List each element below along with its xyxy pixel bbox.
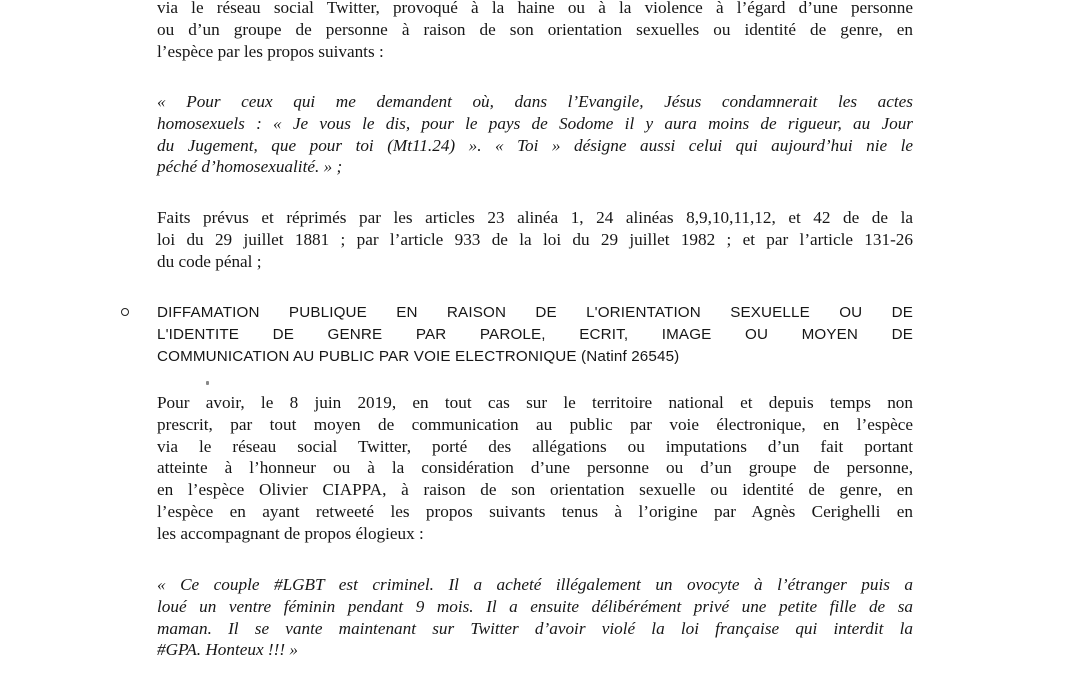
bullet-icon xyxy=(121,308,129,316)
text-line: Faits prévus et réprimés par les articles 23 alinéa 1, 24 alinéas 8,9,10,11,12, et 42 de de la xyxy=(157,208,913,227)
text-line: loi du 29 juillet 1881 ; par l’article 933 de la loi du 29 juillet 1982 ; et par l’article 131-26 xyxy=(157,229,913,249)
heading-line: L'IDENTITE DE GENRE PAR PAROLE, ECRIT, IMAGE OU MOYEN DE xyxy=(157,325,913,343)
charge-description-paragraph xyxy=(157,392,913,545)
text-line: l’espèce en ayant retweeté les propos suivants tenus à l’origine par Agnès Cerighelli en xyxy=(157,501,913,521)
text-line: Pour avoir, le 8 juin 2019, en tout cas sur le territoire national et depuis temps non xyxy=(157,393,913,412)
legal-references-paragraph xyxy=(157,207,913,272)
scan-speck xyxy=(206,381,209,385)
quote-line: maman. Il se vante maintenant sur Twitter d’avoir violé la loi française qui interdit la xyxy=(157,618,913,638)
text-line: du code pénal ; xyxy=(157,251,262,271)
quoted-statement-2 xyxy=(157,574,913,661)
quote-line: péché d’homosexualité. » ; xyxy=(157,157,343,177)
text-line: les accompagnant de propos élogieux : xyxy=(157,523,424,543)
quoted-statement-1 xyxy=(157,91,913,178)
quote-line: #GPA. Honteux !!! » xyxy=(157,640,298,660)
quote-line: « Ce couple #LGBT est criminel. Il a acheté illégalement un ovocyte à l’étranger puis a xyxy=(157,575,913,594)
text-line: ou d’un groupe de personne à raison de son orientation sexuelles ou identité de genre, en xyxy=(157,19,913,39)
paragraph-continuation xyxy=(157,0,913,62)
heading-line: DIFFAMATION PUBLIQUE EN RAISON DE L'ORIENTATION SEXUELLE OU DE xyxy=(157,304,913,321)
offense-heading xyxy=(157,302,913,367)
heading-line: COMMUNICATION AU PUBLIC PAR VOIE ELECTRONIQUE (Natinf 26545) xyxy=(157,347,680,365)
quote-line: homosexuels : « Je vous le dis, pour le pays de Sodome il y aura moins de rigueur, au Jour xyxy=(157,113,913,133)
text-line: prescrit, par tout moyen de communication au public par voie électronique, en l’espèce xyxy=(157,414,913,434)
quote-line: loué un ventre féminin pendant 9 mois. Il a ensuite délibérément privé une petite fille de sa xyxy=(157,596,913,616)
text-line: l’espèce par les propos suivants : xyxy=(157,41,384,61)
text-line: via le réseau social Twitter, porté des allégations ou imputations d’un fait portant xyxy=(157,436,913,456)
text-line: atteinte à l’honneur ou à la considération d’une personne ou d’un groupe de personne, xyxy=(157,458,913,478)
text-line: via le réseau social Twitter, provoqué à la haine ou à la violence à l’égard d’une personne xyxy=(157,0,913,17)
text-line: en l’espèce Olivier CIAPPA, à raison de son orientation sexuelle ou identité de genre, en xyxy=(157,480,913,500)
quote-line: du Jugement, que pour toi (Mt11.24) ». « Toi » désigne aussi celui qui aujourd’hui nie le xyxy=(157,135,913,155)
quote-line: « Pour ceux qui me demandent où, dans l’Evangile, Jésus condamnerait les actes xyxy=(157,92,913,111)
